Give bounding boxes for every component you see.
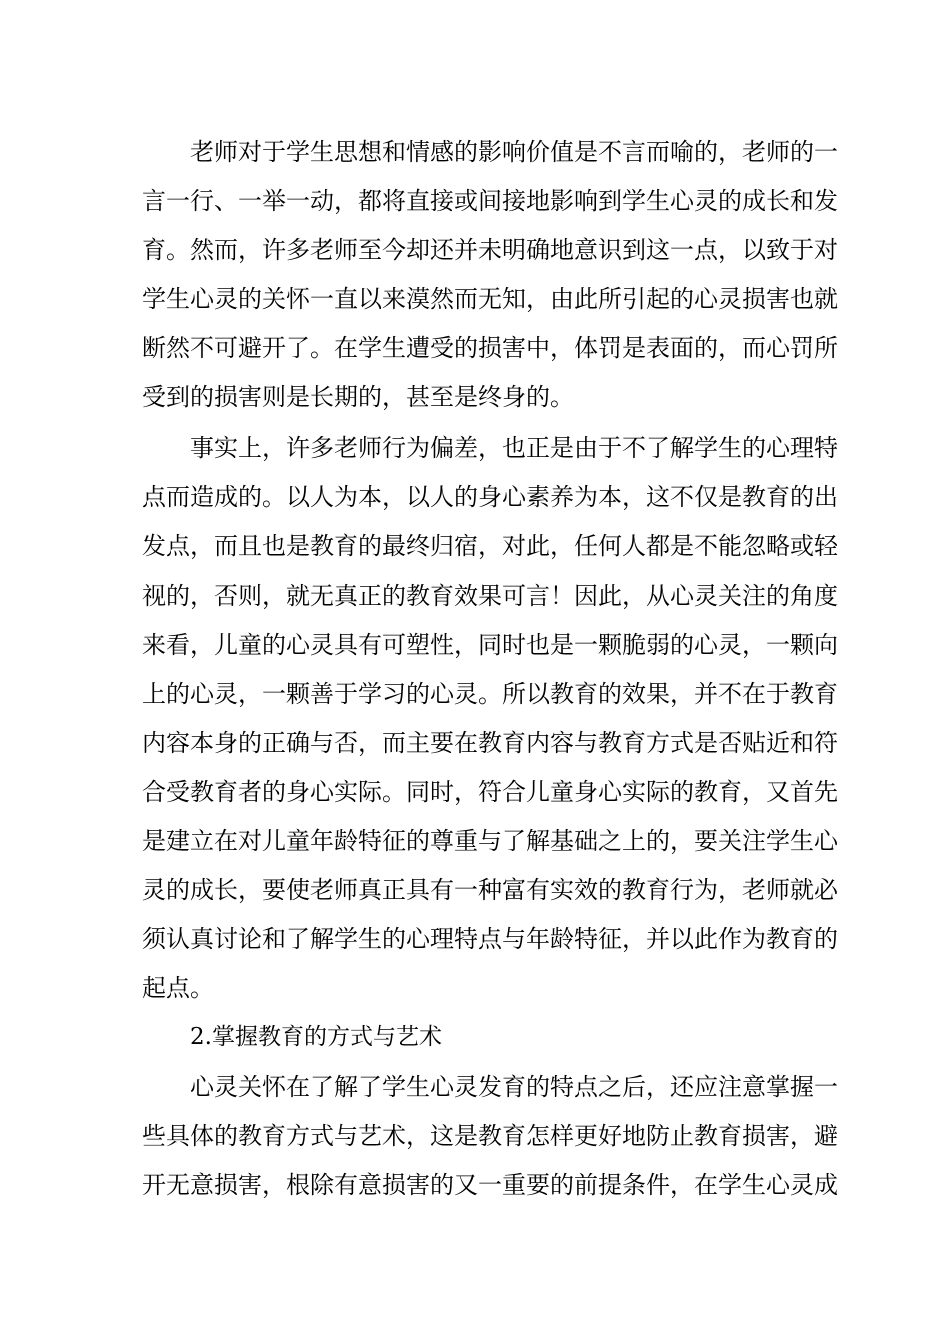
paragraph-2-line-7: 内容本身的正确与否，而主要在教育内容与教育方式是否贴近和符 [142,729,838,757]
paragraph-2-line-11: 须认真讨论和了解学生的心理特点与年龄特征，并以此作为教育的 [142,925,838,953]
paragraph-3-line-1: 心灵关怀在了解了学生心灵发育的特点之后，还应注意掌握一 [190,1073,838,1101]
paragraph-3-line-2: 些具体的教育方式与艺术，这是教育怎样更好地防止教育损害，避 [142,1122,838,1150]
section-heading: 2.掌握教育的方式与艺术 [190,1024,442,1050]
paragraph-2-line-12: 起点。 [142,974,214,1002]
paragraph-1-line-6: 受到的损害则是长期的，甚至是终身的。 [142,383,574,411]
paragraph-3-line-3: 开无意损害，根除有意损害的又一重要的前提条件，在学生心灵成 [142,1171,838,1199]
paragraph-2-line-10: 灵的成长，要使老师真正具有一种富有实效的教育行为，老师就必 [142,876,838,904]
paragraph-2-line-9: 是建立在对儿童年龄特征的尊重与了解基础之上的，要关注学生心 [142,827,838,855]
paragraph-2-line-1: 事实上，许多老师行为偏差，也正是由于不了解学生的心理特 [190,434,838,462]
paragraph-2-line-3: 发点，而且也是教育的最终归宿，对此，任何人都是不能忽略或轻 [142,532,838,560]
paragraph-1-line-5: 断然不可避开了。在学生遭受的损害中，体罚是表面的，而心罚所 [142,334,838,362]
paragraph-1-line-4: 学生心灵的关怀一直以来漠然而无知，由此所引起的心灵损害也就 [142,285,838,313]
paragraph-1-line-2: 言一行、一举一动，都将直接或间接地影响到学生心灵的成长和发 [142,187,838,215]
paragraph-2-line-5: 来看，儿童的心灵具有可塑性，同时也是一颗脆弱的心灵，一颗向 [142,631,838,659]
paragraph-1-line-1: 老师对于学生思想和情感的影响价值是不言而喻的，老师的一 [190,138,838,166]
paragraph-2-line-2: 点而造成的。以人为本，以人的身心素养为本，这不仅是教育的出 [142,483,838,511]
paragraph-1-line-3: 育。然而，许多老师至今却还并未明确地意识到这一点，以致于对 [142,236,838,264]
paragraph-2-line-8: 合受教育者的身心实际。同时，符合儿童身心实际的教育，又首先 [142,778,838,806]
paragraph-2-line-4: 视的，否则，就无真正的教育效果可言！因此，从心灵关注的角度 [142,582,838,610]
paragraph-2-line-6: 上的心灵，一颗善于学习的心灵。所以教育的效果，并不在于教育 [142,680,838,708]
